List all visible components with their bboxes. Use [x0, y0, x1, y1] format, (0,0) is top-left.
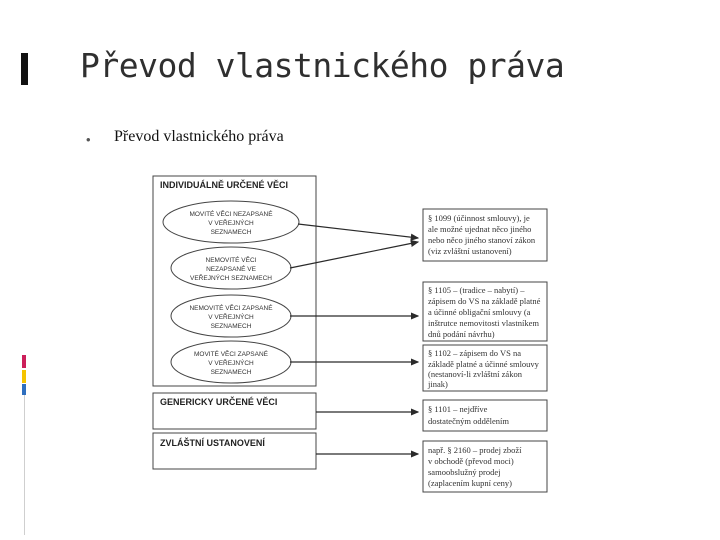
note-line: dnů podání návrhu)	[428, 329, 495, 339]
ellipse-label-line: NEMOVITÉ VĚCI ZAPSANÉ	[189, 305, 273, 312]
note-line: nebo něco jiného stanoví zákon	[428, 235, 536, 245]
ellipse-label-line: SEZNAMECH	[210, 323, 252, 330]
ellipse-label-line: V VEŘEJNÝCH	[208, 360, 254, 367]
note-line: (viz zvláštní ustanovení)	[428, 246, 512, 256]
note-line: samoobslužný prodej	[428, 467, 501, 477]
note-line: a účinné obligační smlouvy (a	[428, 307, 531, 317]
note-line: § 1099 (účinnost smlouvy), je	[428, 213, 530, 223]
ellipse-label-line: V VEŘEJNÝCH	[208, 220, 254, 227]
ellipse-label-line: SEZNAMECH	[210, 369, 252, 376]
bullet-text: Převod vlastnického práva	[114, 128, 284, 145]
note-line: § 1105 – (tradice – nabytí) –	[428, 285, 525, 295]
ellipse-label-line: NEMOVITÉ VĚCI	[205, 257, 257, 264]
category-label-individual: INDIVIDUÁLNĚ URČENÉ VĚCI	[160, 180, 289, 190]
note-line: (zaplacením kupní ceny)	[428, 478, 513, 488]
note-line: např. § 2160 – prodej zboží	[428, 445, 522, 455]
category-label-generic: GENERICKY URČENÉ VĚCI	[160, 397, 278, 407]
note-line: § 1101 – nejdříve	[428, 404, 488, 414]
note-line: dostatečným oddělením	[428, 416, 509, 426]
note-line: § 1102 – zápisem do VS na	[428, 348, 522, 358]
category-label-special: ZVLÁŠTNÍ USTANOVENÍ	[160, 438, 265, 448]
slide-title: Převod vlastnického práva	[80, 46, 565, 85]
note-line: ale možné ujednat něco jiného	[428, 224, 532, 234]
note-line: základě platné a účinné smlouvy	[428, 359, 539, 369]
note-line: zápisem do VS na základě platné	[428, 296, 541, 306]
note-line: jinak)	[428, 379, 448, 389]
ellipse-label-line: SEZNAMECH	[210, 229, 252, 236]
ellipse-label-line: MOVITÉ VĚCI NEZAPSANÉ	[189, 211, 273, 218]
note-line: inštrutce nemovitosti vlastníkem	[428, 318, 539, 328]
ellipse-label-line: V VEŘEJNÝCH	[208, 314, 254, 321]
note-line: v obchodě (převod moci)	[428, 456, 514, 466]
ellipse-label-line: VEŘEJNÝCH SEZNAMECH	[190, 275, 272, 282]
arrow-from-immovable-unregistered	[290, 242, 418, 268]
ellipse-label-line: NEZAPSANÉ VE	[206, 266, 256, 273]
ellipse-label-line: MOVITÉ VĚCI ZAPSANÉ	[193, 351, 269, 358]
note-line: (nestanoví-li zvláštní zákon	[428, 369, 522, 379]
bullet-dot: •	[86, 132, 91, 147]
